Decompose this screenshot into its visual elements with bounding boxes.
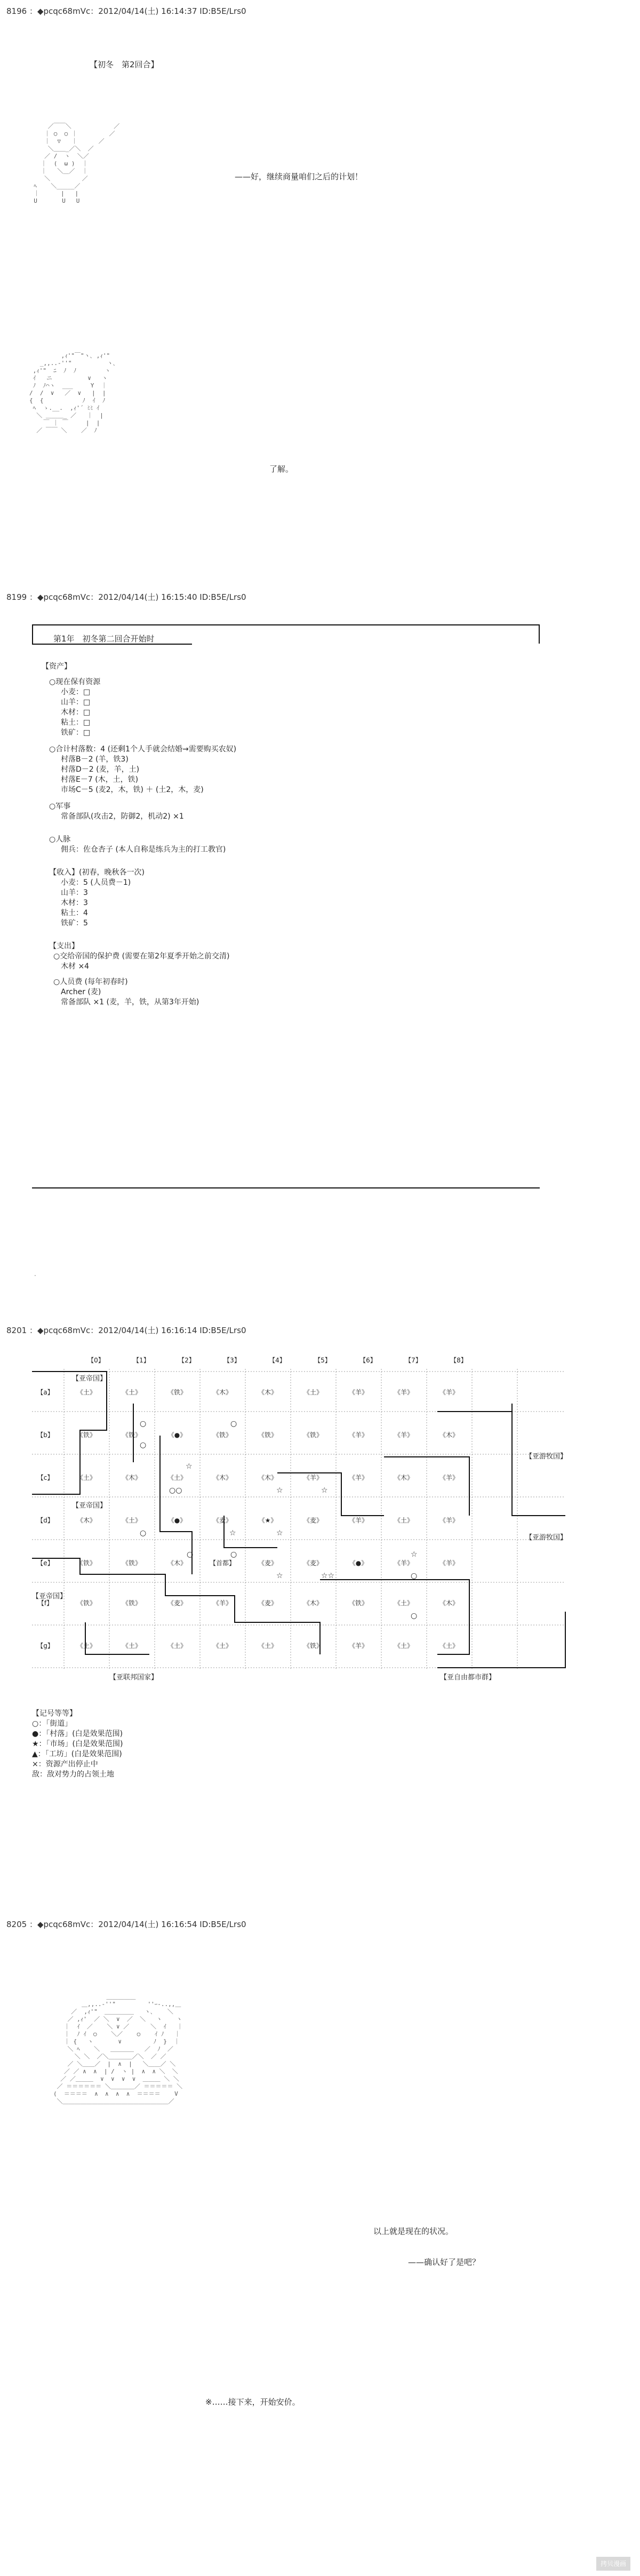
map-cell: 《土》	[258, 1642, 277, 1650]
row-label: 【a】	[37, 1389, 54, 1396]
income-item: 铁矿：5	[61, 919, 88, 928]
legend-item: ●：「村落」(白是效果范围)	[32, 1730, 123, 1738]
resource-item: 小麦：□	[61, 688, 91, 696]
map-cell: 《麦》	[258, 1559, 277, 1567]
status-title-underline	[32, 644, 192, 645]
map-cell: 《木》	[303, 1599, 323, 1607]
army-item: 常备部队(攻击2，防御2，机动2) ×1	[61, 812, 184, 821]
map-cell: 《木》	[212, 1474, 232, 1481]
map-cell: 《铁》	[303, 1431, 323, 1439]
map-cell: 《羊》	[303, 1474, 323, 1481]
map-cell: 《铁》	[76, 1431, 96, 1439]
map-cell: 《●》	[349, 1559, 368, 1567]
road-marker: ○	[187, 1550, 194, 1559]
people-heading: ○人脉	[49, 835, 71, 844]
row-label: 【g】	[37, 1642, 54, 1650]
capital-cell: 【首都】	[209, 1559, 235, 1567]
effect-marker: ☆☆	[321, 1572, 335, 1580]
legend-title: 【记号等等】	[32, 1709, 77, 1718]
region-label: 【亚联邦国家】	[109, 1674, 158, 1682]
map-cell: 《●》	[167, 1517, 187, 1524]
expense-item: ○交给帝国的保护费 (需要在第2年夏季开始之前交清)	[53, 952, 230, 961]
resources-heading: ○现在保有资源	[49, 678, 101, 686]
road-marker: ○	[230, 1420, 237, 1428]
post-header: 8201 ：◆pcqc68mVc：2012/04/14(土) 16:16:14 ID:B5E/Lrs0	[6, 1326, 246, 1335]
army-heading: ○军事	[49, 802, 71, 811]
post-header: 8205 ：◆pcqc68mVc：2012/04/14(土) 16:16:54 ID:B5E/Lrs0	[6, 1920, 246, 1929]
row-label: 【c】	[37, 1474, 54, 1481]
map-cell: 《羊》	[348, 1389, 368, 1396]
ascii-art-character: ／￣￣＼ ／ ｜ ○ ○ ｜ ／ ｜ ▽ ｜ ／ ＼＿＿_／＼ ／ ／ / ヽ ＼／ ｜ ( ω ) ｜ ｜ ＼＿／ ｜ ＼ ／ ﾍ ＼_____／ ｜ | | U U U	[34, 123, 120, 204]
map-cell: 《羊》	[348, 1642, 368, 1650]
map-cell: 《麦》	[303, 1559, 323, 1567]
map-cell: 《★》	[258, 1517, 277, 1524]
map-cell: 《土》	[122, 1517, 141, 1524]
village-item: 市场C－5 (麦2，木，铁) ＋ (土2，木，麦)	[61, 786, 204, 794]
post-header: 8196 ：◆pcqc68mVc：2012/04/14(土) 16:14:37 ID:B5E/Lrs0	[6, 6, 246, 16]
ascii-art-character: ＿＿＿＿＿ ＿,,..-''" ''ｰ-..,,＿ ／ ,ｨ'" ＿＿＿＿＿ ヽ､ ＼ ／ ,ｨ' ／ ＼ ∨ ／ ＼ ヽ ヽ ｜ ｲ ／ ＼ ∨ ／ ＼ ｲ ｜ ｜ ﾉ ｲ ○ ＼／ ○ ｲ ﾉ ｜ ｜ { ヽ ∨ ﾉ } ｜ ＼ ﾍ ＼ ＿＿＿＿ ／ ﾉ ／ ＼ ＼ ／＼＿＿＿＿／＼ ／ ／ ／ ＼＿＿／ | ∧ | ＼＿＿／ ＼ ／ ／ ∧ ∧ | / ヽ | ∧ ∧ ＼ ＼ ／ ／＿＿＿ ∨ ∨ ∨ ∨ ＿＿＿ ＼ ＼ ／ ＝＝＝＝＝＝ ＼＿＿＿＿／ ＝＝＝＝＝ ＼ ( ＝＝＝＝ ∧ ∧ ∧ ∧ ＝＝＝＝ V ＼＿＿＿＿＿＿＿＿＿＿＿＿＿＿＿＿＿＿／	[53, 1993, 183, 2105]
map-cell: 《羊》	[439, 1474, 459, 1481]
map-cell: 《木》	[439, 1599, 459, 1607]
effect-marker: ☆	[186, 1462, 193, 1471]
effect-marker: ☆	[276, 1572, 283, 1580]
legend-item: ×：资源产出停止中	[32, 1760, 98, 1769]
map-cell: 《木》	[167, 1559, 187, 1567]
resource-item: 山羊：□	[61, 698, 91, 707]
resource-item: 铁矿：□	[61, 728, 91, 737]
road-marker: ○	[140, 1529, 147, 1537]
dialogue-line: ——确认好了是吧？	[408, 2257, 481, 2267]
map-cell: 《土》	[439, 1642, 459, 1650]
map-cell: 《铁》	[303, 1642, 323, 1650]
effect-marker: ☆	[411, 1550, 418, 1559]
map-cell: 《铁》	[122, 1559, 141, 1567]
map-cell: 《木》	[394, 1474, 413, 1481]
dialogue-line: 了解。	[269, 464, 294, 474]
ascii-art-character: ,ｨ'"￣"ヽ､ ,ｨ'" _,,..-''" ヽ､ ,ｨ'" ﾆ ﾉ ﾉ ヽ ｲ ニ ∨ ヽ ﾉ ﾉ⌒ヽ ___ Y ｜ / / ∨ ／ ∨ | | { { ﾉ ｲ ﾉ ﾍ ゝ.__. ,ｨ'´ ﾐﾐ ｲ ＼ ＿＿＿_ ／ ｜ | ￣ ｜ ￣ | | ／ ￣￣ ＼ ／ ﾉ	[29, 352, 116, 434]
road-marker: ○	[140, 1420, 147, 1428]
road-marker: ○	[230, 1550, 237, 1559]
map-cell: 《麦》	[258, 1599, 277, 1607]
map-cell: 《铁》	[212, 1431, 232, 1439]
map-cell: 《羊》	[394, 1389, 413, 1396]
map-cell: 《土》	[167, 1474, 187, 1481]
map-legend	[32, 1709, 123, 1780]
map-cell: 《羊》	[348, 1517, 368, 1524]
dialogue-line: ※……接下来，开始安价。	[205, 2397, 300, 2407]
village-item: 村落D－2 (麦，羊，土)	[61, 765, 140, 774]
col-header: 【8】	[450, 1357, 467, 1364]
map-cell: 《麦》	[167, 1599, 187, 1607]
status-right-bracket	[539, 624, 540, 644]
post-header: 8199 ：◆pcqc68mVc：2012/04/14(土) 16:15:40 ID:B5E/Lrs0	[6, 592, 246, 602]
col-header: 【3】	[223, 1357, 241, 1364]
status-body	[42, 662, 236, 1008]
map-cell: 《土》	[394, 1517, 413, 1524]
status-left-bracket	[32, 624, 33, 644]
map-cell: 《铁》	[258, 1431, 277, 1439]
map-cell: 《土》	[167, 1642, 187, 1650]
map-cell: 《土》	[76, 1389, 96, 1396]
map-cell: 《土》	[122, 1389, 141, 1396]
col-header: 【0】	[87, 1357, 105, 1364]
map-cell: 《木》	[439, 1431, 459, 1439]
col-header: 【1】	[133, 1357, 150, 1364]
expense-item: 常备部队 ×1 (麦，羊，铁，从第3年开始)	[61, 998, 199, 1006]
expense-heading: 【支出】	[49, 942, 79, 950]
effect-marker: ☆	[276, 1486, 283, 1495]
col-header: 【5】	[314, 1357, 331, 1364]
effect-marker: ☆	[321, 1486, 328, 1495]
col-header: 【6】	[359, 1357, 377, 1364]
village-item: 村落E－7 (木，土，铁)	[61, 775, 139, 784]
resource-item: 粘土：□	[61, 718, 91, 727]
map-cell: 《羊》	[439, 1517, 459, 1524]
effect-marker: ☆	[229, 1529, 236, 1537]
road-marker: ○	[411, 1572, 418, 1580]
legend-item: 敌：敌对势力的占领土地	[32, 1770, 114, 1779]
watermark: 拷贝漫画	[596, 2557, 630, 2571]
region-label: 【亚帝国】	[72, 1502, 107, 1510]
expense-item: ○人员费 (每年初春时)	[53, 978, 128, 986]
income-item: 粘土：4	[61, 909, 88, 917]
effect-marker: ☆	[276, 1529, 283, 1537]
legend-item: ▲：「工坊」(白是效果范围)	[32, 1750, 122, 1758]
row-label: 【b】	[37, 1431, 54, 1439]
dialogue-line: ——好，继续商量咱们之后的计划！	[235, 172, 363, 181]
status-top-rule	[32, 624, 540, 625]
village-item: 村落B－2 (羊，铁3)	[61, 755, 129, 764]
row-label: 【f】	[37, 1599, 53, 1607]
legend-item: ○：「街道」	[32, 1719, 73, 1728]
map-cell: 《土》	[303, 1389, 323, 1396]
map-cell: 《羊》	[348, 1474, 368, 1481]
map-cell: 《木》	[258, 1474, 277, 1481]
map-cell: 《木》	[258, 1389, 277, 1396]
map-cell: 《土》	[122, 1642, 141, 1650]
map-cell: 《麦》	[212, 1517, 232, 1524]
resource-item: 木材：□	[61, 708, 91, 717]
separator-dot: .	[34, 1270, 36, 1278]
map-cell: 《铁》	[122, 1599, 141, 1607]
dialogue-line: 以上就是现在的状况。	[373, 2226, 454, 2236]
expense-item: 木材 ×4	[61, 962, 90, 971]
map-cell: 《土》	[76, 1474, 96, 1481]
map-cell: 《铁》	[348, 1599, 368, 1607]
map-cell: 《羊》	[439, 1389, 459, 1396]
col-header: 【4】	[269, 1357, 286, 1364]
map-cell: 《铁》	[76, 1599, 96, 1607]
map-cell: 《土》	[394, 1642, 413, 1650]
income-item: 山羊：3	[61, 889, 88, 897]
map-cell: 《羊》	[212, 1599, 232, 1607]
villages-heading: ○合计村落数：4 (还剩1个人手就会结婚→需要购买农奴)	[49, 745, 237, 754]
map-cell: 《羊》	[348, 1431, 368, 1439]
income-item: 木材：3	[61, 899, 88, 907]
map-cell: 《铁》	[167, 1389, 187, 1396]
region-label: 【亚帝国】	[72, 1375, 107, 1383]
map-cell: 《土》	[212, 1642, 232, 1650]
map-cell: 《铁》	[76, 1559, 96, 1567]
map-cell: 《羊》	[439, 1559, 459, 1567]
map-cell: 《土》	[394, 1599, 413, 1607]
assets-heading: 【资产】	[42, 662, 71, 671]
map-cell: 《木》	[76, 1517, 96, 1524]
map-cell: 《木》	[122, 1474, 141, 1481]
people-item: 佣兵：佐仓杏子 (本人自称是练兵为主的打工教官)	[61, 845, 226, 854]
map-cell: 《羊》	[394, 1559, 413, 1567]
region-label: 【亚帝国】	[32, 1592, 67, 1600]
round-title: 【初冬 第2回合】	[90, 60, 159, 69]
income-heading: 【收入】(初春，晚秋各一次)	[49, 868, 145, 877]
map-cell: 《木》	[212, 1389, 232, 1396]
col-header: 【7】	[405, 1357, 422, 1364]
map-cell: 《●》	[167, 1431, 187, 1439]
row-label: 【e】	[37, 1559, 54, 1567]
status-title: 第1年 初冬第二回合开始时	[53, 634, 155, 644]
map-cell: 《麦》	[303, 1517, 323, 1524]
status-bottom-rule	[32, 1187, 540, 1188]
road-marker: ○	[140, 1441, 147, 1449]
region-label: 【亚自由都市群】	[440, 1674, 496, 1682]
map-cells	[0, 1356, 640, 1686]
col-header: 【2】	[178, 1357, 195, 1364]
legend-item: ★：「市场」(白是效果范围)	[32, 1740, 123, 1748]
road-marker: ○	[411, 1612, 418, 1620]
region-label: 【亚游牧国】	[525, 1534, 567, 1542]
map-cell: 《羊》	[394, 1431, 413, 1439]
map-cell: 《铁》	[122, 1431, 141, 1439]
road-marker: ○○	[169, 1486, 182, 1495]
region-label: 【亚游牧国】	[525, 1453, 567, 1461]
row-label: 【d】	[37, 1517, 54, 1524]
expense-item: Archer (麦)	[61, 988, 101, 996]
map-cell: 《土》	[76, 1642, 96, 1650]
income-item: 小麦：5 (人员费－1)	[61, 878, 131, 887]
